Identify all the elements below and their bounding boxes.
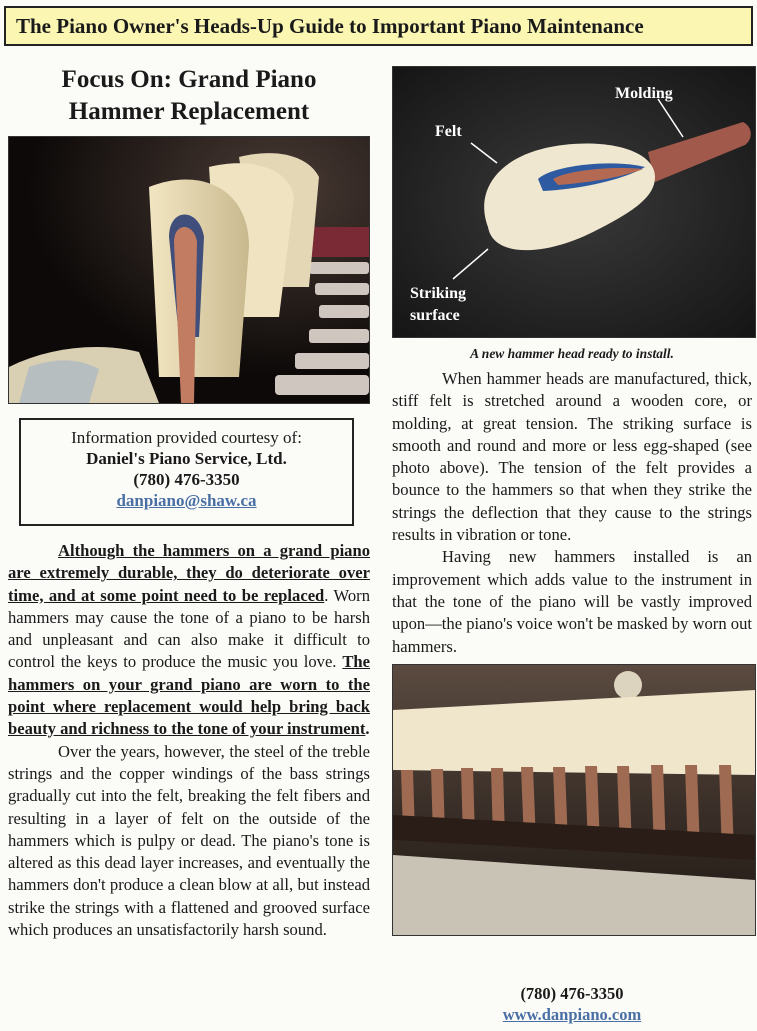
photo-caption: A new hammer head ready to install. [470,346,674,361]
company-email-link[interactable]: danpiano@shaw.ca [116,491,257,510]
intro-text: . Worn hammers may cause the tone of a piano to be harsh and unpleasant and can also make it difficult to control the keys to produce the music you love. [8,585,371,672]
company-phone: (780) 476-3350 [133,470,240,489]
label-felt: Felt [435,123,462,140]
hammer-row-photo [392,664,756,936]
label-surface: surface [410,307,460,324]
company-name: Daniel's Piano Service, Ltd. [86,449,287,468]
paragraph-intro [8,540,370,741]
intro-bold-1: Although the hammers on a grand piano are extremely durable, they do deteriorate over time, and at some point need to be replaced [8,541,370,605]
contact-footer [392,983,752,1025]
paragraph-benefit: Having new hammers installed is an improvement which adds value to the instrument in that the tone of the piano will be vastly improved upon—the piano's voice won't be masked by worn out hammers. [392,547,752,656]
page-banner: The Piano Owner's Heads-Up Guide to Important Piano Maintenance [4,6,753,46]
intro-end: . [365,719,370,739]
paragraph-wear: Over the years, however, the steel of the treble strings and the copper windings of the bass strings gradually cut into the felt, breaking the felt fibers and resulting in a layer of felt on the outside of the hammers which is pulpy or dead. The piano's tone is altered as this dead layer increases, and eventually the hammers don't produce a clean blow at all, but instead strike the strings with a flattened and grooved surface which produces an unsatisfactorily harsh sound. [8,741,370,940]
left-column [8,64,370,941]
new-hammer-photo [392,66,756,338]
footer-phone: (780) 476-3350 [520,984,624,1003]
right-column [392,66,752,936]
website-link[interactable]: www.danpiano.com [502,1005,642,1024]
intro-bold-2: The hammers on your grand piano are worn to the point where replacement would help bring back beauty and richness to the tone of your instrument [8,652,370,739]
courtesy-box [19,418,354,526]
title-line-1: Focus On: Grand Piano [61,66,317,93]
title-line-2: Hammer Replacement [68,98,310,125]
hammer-closeup-photo [8,136,370,404]
label-striking: Striking [410,285,467,302]
courtesy-intro: Information provided courtesy of: [71,428,302,447]
paragraph-manufacture: When hammer heads are manufactured, thick, stiff felt is stretched around a wooden core, or molding, at great tension. The striking surface is smooth and round and more or less egg-shaped (see photo above). The tension of the felt provides a bounce to the hammers so that when they strike the strings the deflection that they cause to the strings results in vibration or tone. [392,369,752,545]
article-title [8,64,370,128]
label-molding: Molding [615,85,673,102]
